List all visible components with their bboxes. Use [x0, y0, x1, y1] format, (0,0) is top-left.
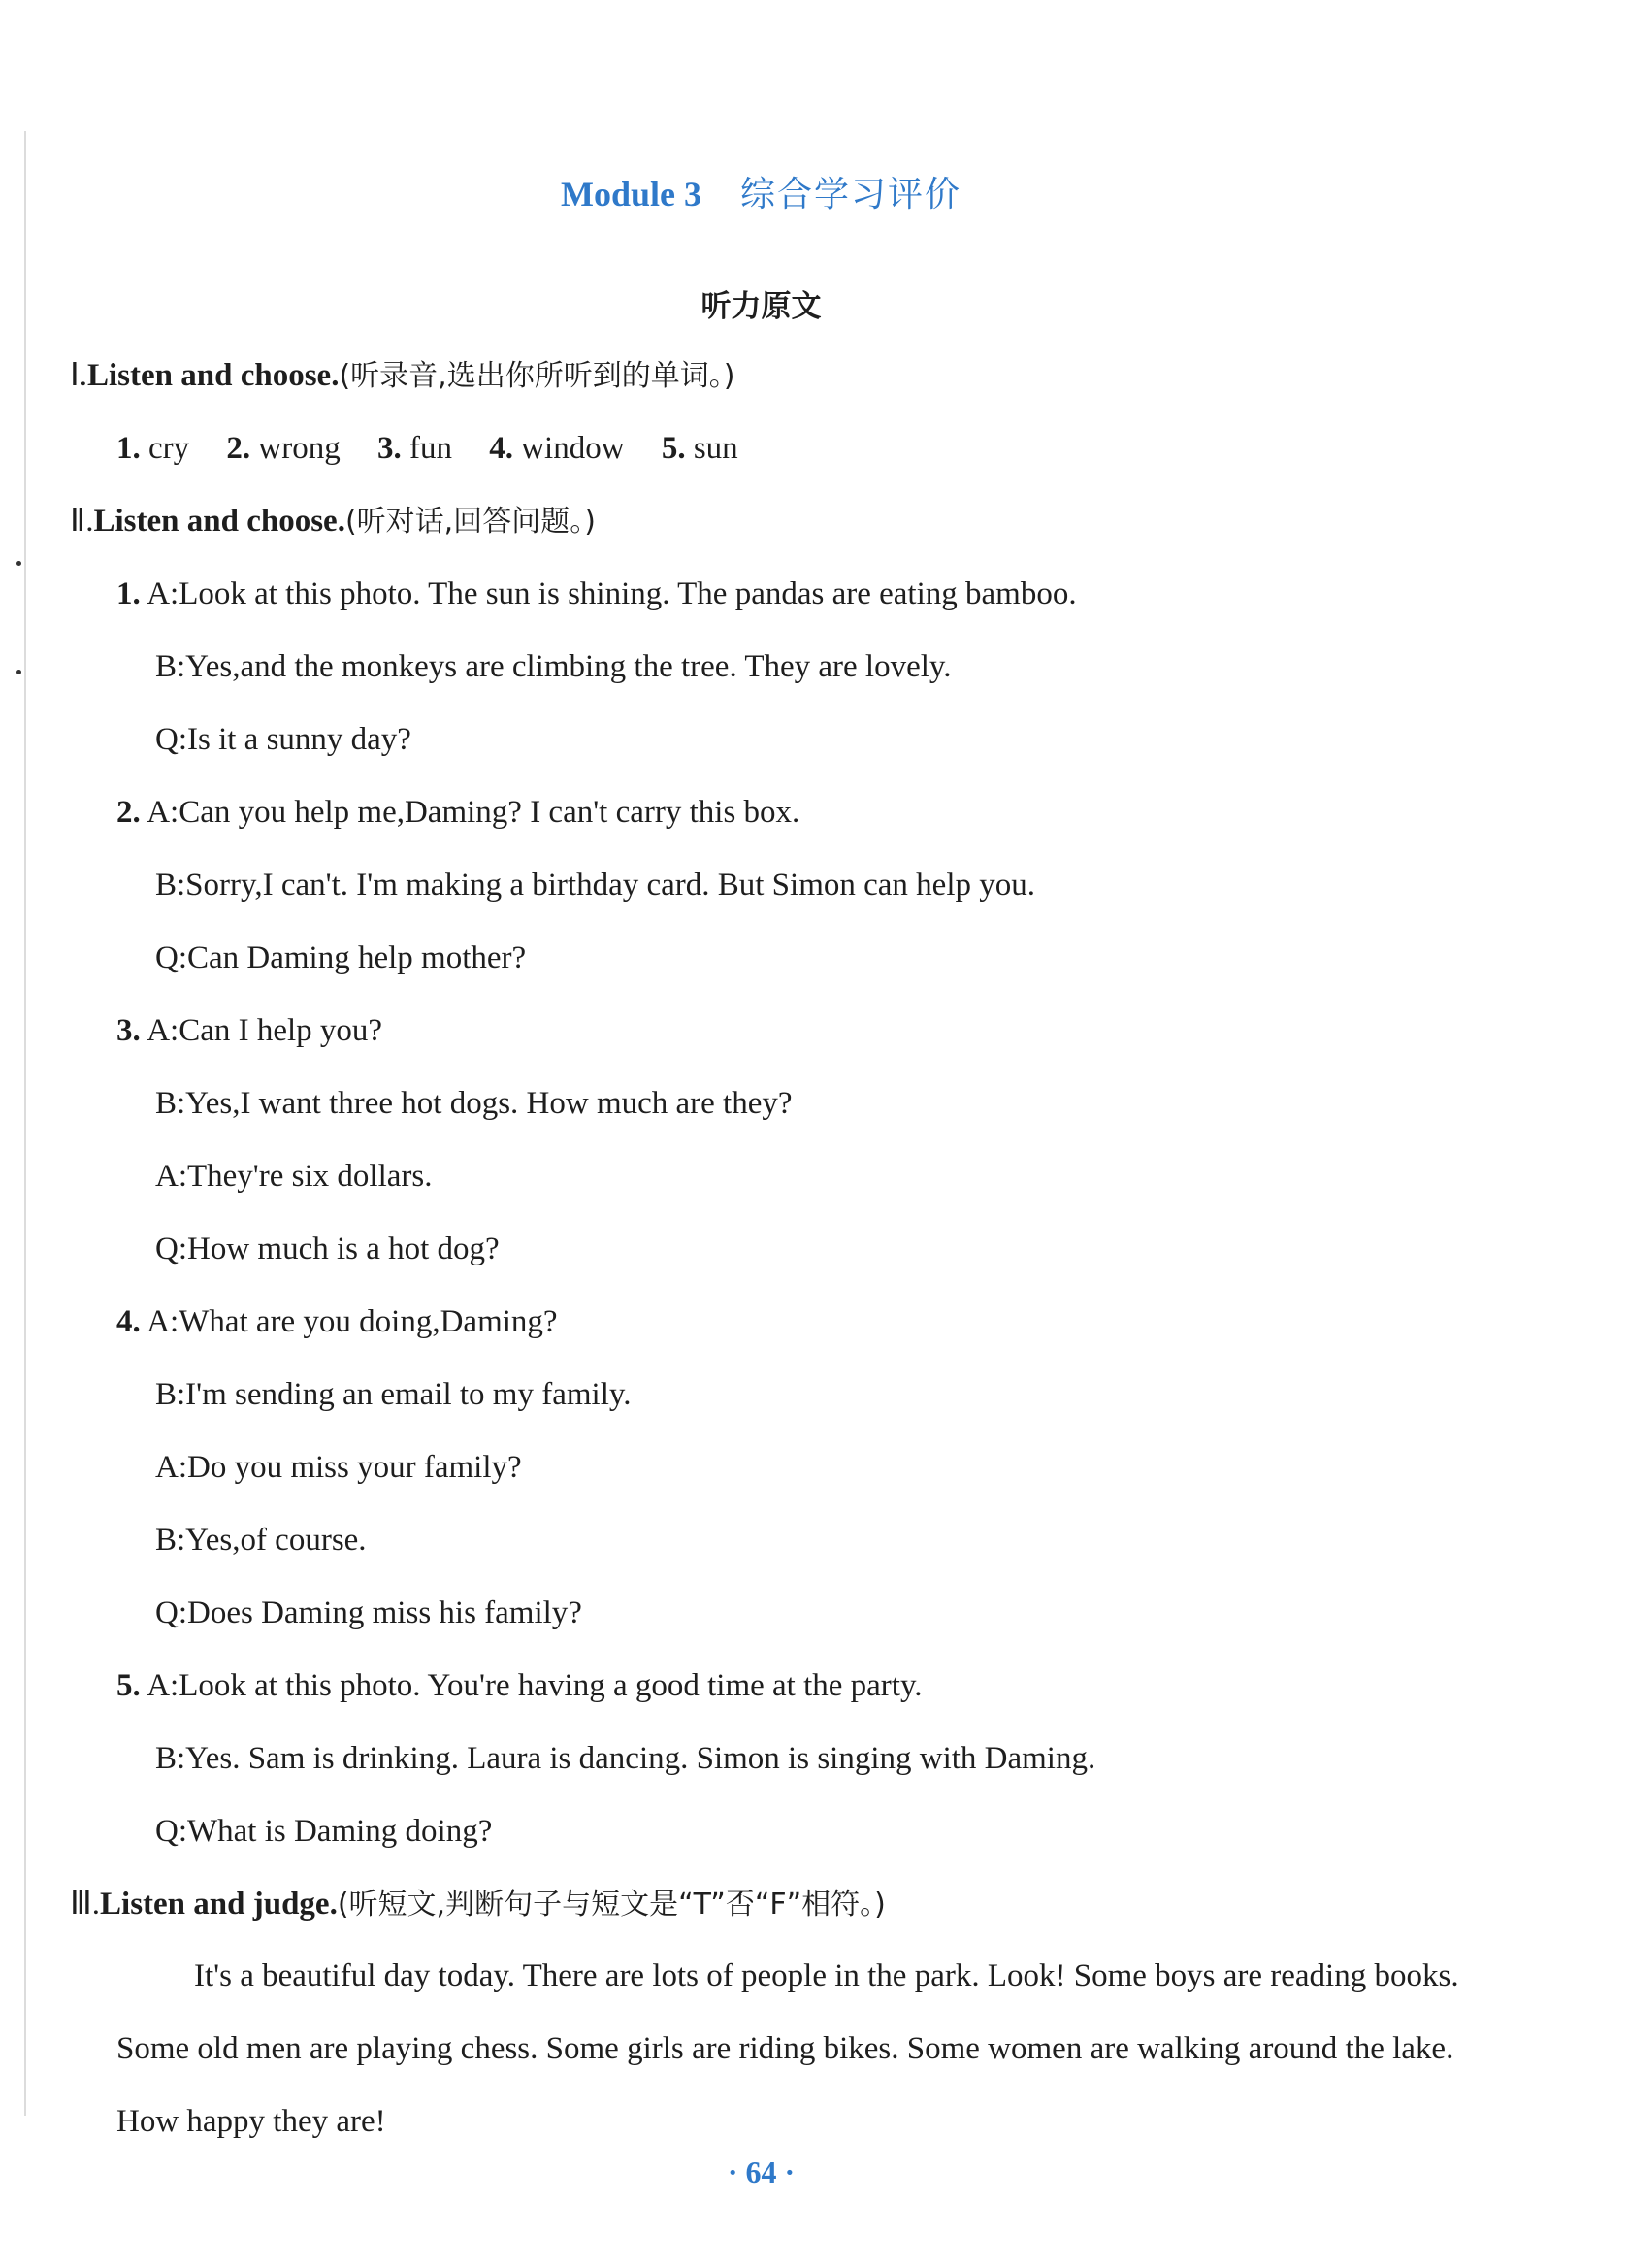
- section-instruction: (听短文,判断句子与短文是“T”否“F”相符。): [337, 1888, 886, 1922]
- passage-paragraph: It's a beautiful day today. There are lots of people in the park. Look! Some boys are reading books. Some old men are playing chess. Some girls are riding bikes. Some women are walking around the lake. How happy they are!: [116, 1958, 1459, 2139]
- dialogue-line: 5. A:Look at this photo. You're having a good time at the party.: [116, 1668, 923, 1703]
- margin-line: [24, 131, 26, 2116]
- dialogue-line: 1. A:Look at this photo. The sun is shining. The pandas are eating bamboo.: [116, 576, 1077, 611]
- word-item: 2. wrong: [226, 431, 341, 466]
- word-list: [116, 429, 767, 468]
- section-number: Ⅲ.: [70, 1887, 101, 1922]
- word-item: 5. sun: [661, 431, 738, 466]
- section-title: Listen and choose.: [86, 358, 340, 393]
- dialogue-line: Q:Is it a sunny day?: [155, 722, 411, 757]
- dialogue-line: Q:Can Daming help mother?: [155, 940, 527, 975]
- section-number: Ⅱ.: [70, 504, 94, 539]
- dialogue-line: 4. A:What are you doing,Daming?: [116, 1304, 558, 1339]
- word-item: 4. window: [489, 431, 625, 466]
- section-title: Listen and judge.: [100, 1887, 338, 1922]
- section-heading: [70, 356, 734, 396]
- page-number: · 64 ·: [727, 2154, 796, 2189]
- dialogue-line: B:Yes. Sam is drinking. Laura is dancing. Simon is singing with Daming.: [155, 1741, 1096, 1776]
- section-number: Ⅰ.: [70, 358, 87, 393]
- dialogue-line: B:I'm sending an email to my family.: [155, 1377, 632, 1412]
- dialogue-line: B:Yes,of course.: [155, 1523, 367, 1558]
- word-item: 3. fun: [376, 431, 452, 466]
- dialogue-line: Q:What is Daming doing?: [155, 1814, 493, 1849]
- dialogue-line: B:Yes,I want three hot dogs. How much are they?: [155, 1086, 793, 1121]
- word-item: 1. cry: [116, 431, 190, 466]
- module-cn-title: 综合学习评价: [740, 175, 962, 214]
- dialogue-line: Q:How much is a hot dog?: [155, 1232, 500, 1266]
- dialogue-line: B:Sorry,I can't. I'm making a birthday card. But Simon can help you.: [155, 868, 1035, 903]
- dialogue-line: Q:Does Daming miss his family?: [155, 1595, 582, 1630]
- section-heading: [70, 502, 596, 542]
- dialogue-line: A:Do you miss your family?: [155, 1450, 522, 1485]
- page-subtitle: 听力原文: [700, 289, 822, 324]
- section-heading: [70, 1885, 886, 1924]
- dialogue-line: B:Yes,and the monkeys are climbing the tree. They are lovely.: [155, 649, 952, 684]
- section-instruction: (听对话,回答问题。): [344, 505, 596, 539]
- margin-dot: [16, 670, 21, 674]
- section-title: Listen and choose.: [93, 504, 345, 539]
- section-instruction: (听录音,选出你所听到的单词。): [339, 359, 735, 393]
- margin-dot: [16, 561, 21, 566]
- page-title: [0, 167, 1522, 216]
- dialogue-line: 3. A:Can I help you?: [116, 1013, 383, 1048]
- module-label: Module 3: [560, 175, 701, 214]
- dialogue-line: A:They're six dollars.: [155, 1159, 433, 1194]
- dialogue-line: 2. A:Can you help me,Daming? I can't carry this box.: [116, 795, 800, 830]
